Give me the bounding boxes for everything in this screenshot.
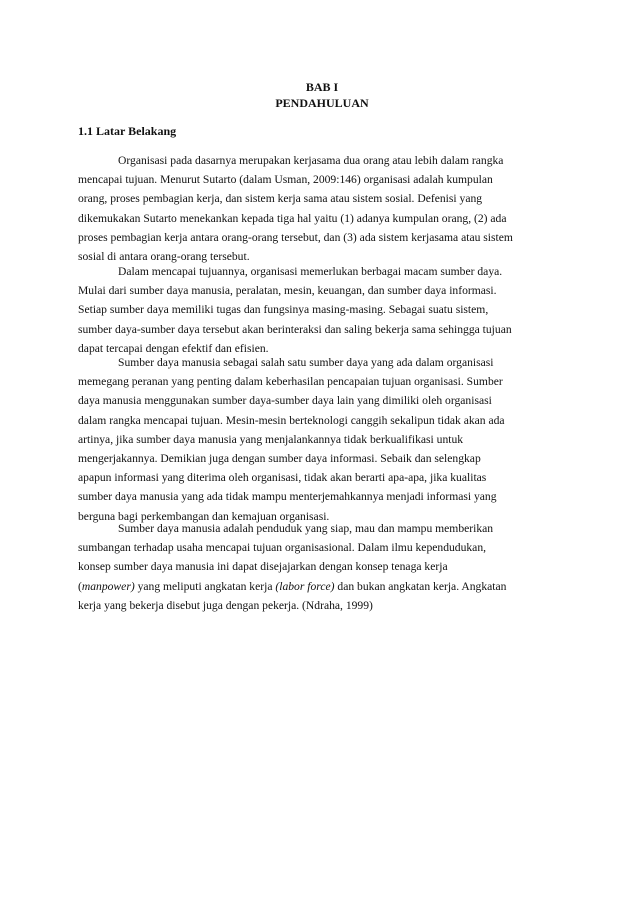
paragraph-4 xyxy=(78,519,568,615)
paragraph-line: proses pembagian kerja antara orang-orang tersebut, dan (3) ada sistem kerjasama atau sistem xyxy=(78,230,513,244)
section-title: 1.1 Latar Belakang xyxy=(78,124,177,138)
paragraph-line: mengerjakannya. Demikian juga dengan sumber daya informasi. Sebaik dan selengkap xyxy=(78,452,481,466)
paragraph-line: kerja yang bekerja disebut juga dengan pekerja. (Ndraha, 1999) xyxy=(78,598,373,612)
paragraph-1 xyxy=(78,151,568,266)
chapter-title: PENDAHULUAN xyxy=(275,96,369,110)
paragraph-line-mixed xyxy=(78,577,568,596)
paragraph-line: orang, proses pembagian kerja, dan sistem kerja sama atau sistem sosial. Defenisi yang xyxy=(78,192,483,206)
paragraph-line: sumber daya manusia yang ada tidak mampu menterjemahkannya menjadi informasi yang xyxy=(78,490,497,504)
paragraph-line: sumber daya-sumber daya tersebut akan berinteraksi dan saling bekerja sama sehingga tujuan xyxy=(78,322,512,336)
paragraph-line: artinya, jika sumber daya manusia yang menjalankannya tidak berkualifikasi untuk xyxy=(78,432,464,446)
paragraph-2 xyxy=(78,262,568,358)
paragraph-line: mencapai tujuan. Menurut Sutarto (dalam Usman, 2009:146) organisasi adalah kumpulan xyxy=(78,173,493,187)
paragraph-line: dapat tercapai dengan efektif dan efisien. xyxy=(78,341,269,355)
paragraph-line: Organisasi pada dasarnya merupakan kerjasama dua orang atau lebih dalam rangka xyxy=(118,154,504,167)
paragraph-line: Dalam mencapai tujuannya, organisasi memerlukan berbagai macam sumber daya. xyxy=(118,265,503,278)
text-run: ( xyxy=(78,579,82,593)
paragraph-3 xyxy=(78,353,568,526)
paragraph-line: Sumber daya manusia adalah penduduk yang siap, mau dan mampu memberikan xyxy=(118,522,494,535)
paragraph-line: sumbangan terhadap usaha mencapai tujuan organisasional. Dalam ilmu kependudukan, xyxy=(78,541,487,555)
paragraph-line: daya manusia menggunakan sumber daya-sumber daya lain yang dimiliki oleh organisasi xyxy=(78,394,492,408)
paragraph-line: apapun informasi yang diterima oleh organisasi, tidak akan berarti apa-apa, jika kualitas xyxy=(78,471,487,485)
chapter-number: BAB I xyxy=(305,80,339,94)
italic-term-labor-force: (labor force) xyxy=(275,579,335,593)
paragraph-line: berguna bagi perkembangan dan kemajuan organisasi. xyxy=(78,509,330,523)
text-run: yang meliputi angkatan kerja xyxy=(134,579,276,593)
italic-term-manpower: manpower) xyxy=(81,579,135,593)
paragraph-line: dalam rangka mencapai tujuan. Mesin-mesin berteknologi canggih sekalipun tidak akan ada xyxy=(78,413,505,427)
paragraph-line: Mulai dari sumber daya manusia, peralatan, mesin, keuangan, dan sumber daya informasi. xyxy=(78,284,497,298)
paragraph-line: dikemukakan Sutarto menekankan kepada tiga hal yaitu (1) adanya kumpulan orang, (2) ada xyxy=(78,211,507,225)
paragraph-line: Setiap sumber daya memiliki tugas dan fungsinya masing-masing. Sebagai suatu sistem, xyxy=(78,303,489,317)
paragraph-line: konsep sumber daya manusia ini dapat disejajarkan dengan konsep tenaga kerja xyxy=(78,560,448,574)
paragraph-line: Sumber daya manusia sebagai salah satu sumber daya yang ada dalam organisasi xyxy=(118,356,494,369)
paragraph-line: memegang peranan yang penting dalam keberhasilan pencapaian tujuan organisasi. Sumber xyxy=(78,375,503,389)
paragraph-line: sosial di antara orang-orang tersebut. xyxy=(78,250,250,264)
text-run: dan bukan angkatan kerja. Angkatan xyxy=(334,579,507,593)
